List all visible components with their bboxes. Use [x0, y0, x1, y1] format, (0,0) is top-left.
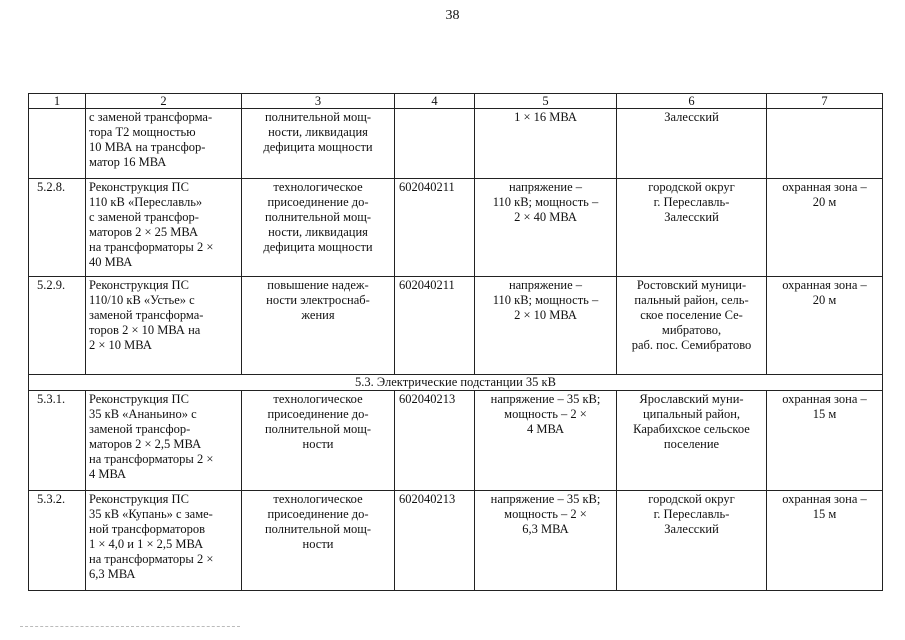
object-characteristics: напряжение – 110 кВ; мощность – 2 × 10 МВА [475, 277, 617, 375]
object-code: 602040211 [395, 277, 475, 375]
table-row [29, 277, 883, 375]
object-code [395, 109, 475, 179]
object-purpose: технологическое присоединение до- полнительной мощ- ности, ликвидация дефицита мощности [242, 179, 395, 277]
table-header-row [29, 94, 883, 109]
object-code: 602040213 [395, 391, 475, 491]
object-description: Реконструкция ПС 110/10 кВ «Устье» с заменой трансформа- торов 2 × 10 МВА на 2 × 10 МВА [86, 277, 242, 375]
object-location: Ростовский муници- пальный район, сель- ское поселение Се- мибратово, раб. пос. Семибратово [617, 277, 767, 375]
object-zone: охранная зона – 15 м [767, 391, 883, 491]
object-zone: охранная зона – 15 м [767, 491, 883, 591]
header-cell-1: 1 [29, 94, 86, 109]
object-location: городской округ г. Переславль- Залесский [617, 179, 767, 277]
row-number: 5.3.1. [29, 391, 86, 491]
object-characteristics: напряжение – 35 кВ; мощность – 2 × 4 МВА [475, 391, 617, 491]
object-zone: охранная зона – 20 м [767, 277, 883, 375]
row-number [29, 109, 86, 179]
infrastructure-table [28, 93, 883, 591]
object-characteristics: 1 × 16 МВА [475, 109, 617, 179]
object-purpose: полнительной мощ- ности, ликвидация дефицита мощности [242, 109, 395, 179]
object-description: с заменой трансформа- тора Т2 мощностью 10 МВА на трансфор- матор 16 МВА [86, 109, 242, 179]
object-zone [767, 109, 883, 179]
object-location: Ярославский муни- ципальный район, Карабихское сельское поселение [617, 391, 767, 491]
object-code: 602040211 [395, 179, 475, 277]
table-row [29, 109, 883, 179]
object-purpose: технологическое присоединение до- полнительной мощ- ности [242, 391, 395, 491]
header-cell-6: 6 [617, 94, 767, 109]
object-location: Залесский [617, 109, 767, 179]
object-purpose: повышение надеж- ности электроснаб- жения [242, 277, 395, 375]
section-title: 5.3. Электрические подстанции 35 кВ [29, 375, 883, 391]
object-zone: охранная зона – 20 м [767, 179, 883, 277]
object-code: 602040213 [395, 491, 475, 591]
object-description: Реконструкция ПС 35 кВ «Ананьино» с заменой трансфор- маторов 2 × 2,5 МВА на трансформаторы 2 × 4 МВА [86, 391, 242, 491]
table-row [29, 491, 883, 591]
header-cell-7: 7 [767, 94, 883, 109]
object-location: городской округ г. Переславль- Залесский [617, 491, 767, 591]
row-number: 5.2.8. [29, 179, 86, 277]
header-cell-3: 3 [242, 94, 395, 109]
table-row [29, 391, 883, 491]
object-characteristics: напряжение – 110 кВ; мощность – 2 × 40 МВА [475, 179, 617, 277]
scan-artifact [20, 626, 240, 628]
row-number: 5.3.2. [29, 491, 86, 591]
page-number: 38 [445, 8, 460, 23]
object-characteristics: напряжение – 35 кВ; мощность – 2 × 6,3 МВА [475, 491, 617, 591]
table-row [29, 179, 883, 277]
object-description: Реконструкция ПС 110 кВ «Переславль» с заменой трансфор- маторов 2 × 25 МВА на трансформаторы 2 × 40 МВА [86, 179, 242, 277]
row-number: 5.2.9. [29, 277, 86, 375]
header-cell-4: 4 [395, 94, 475, 109]
object-purpose: технологическое присоединение до- полнительной мощ- ности [242, 491, 395, 591]
object-description: Реконструкция ПС 35 кВ «Купань» с заме- ной трансформаторов 1 × 4,0 и 1 × 2,5 МВА на трансформаторы 2 × 6,3 МВА [86, 491, 242, 591]
header-cell-5: 5 [475, 94, 617, 109]
section-row [29, 375, 883, 391]
header-cell-2: 2 [86, 94, 242, 109]
